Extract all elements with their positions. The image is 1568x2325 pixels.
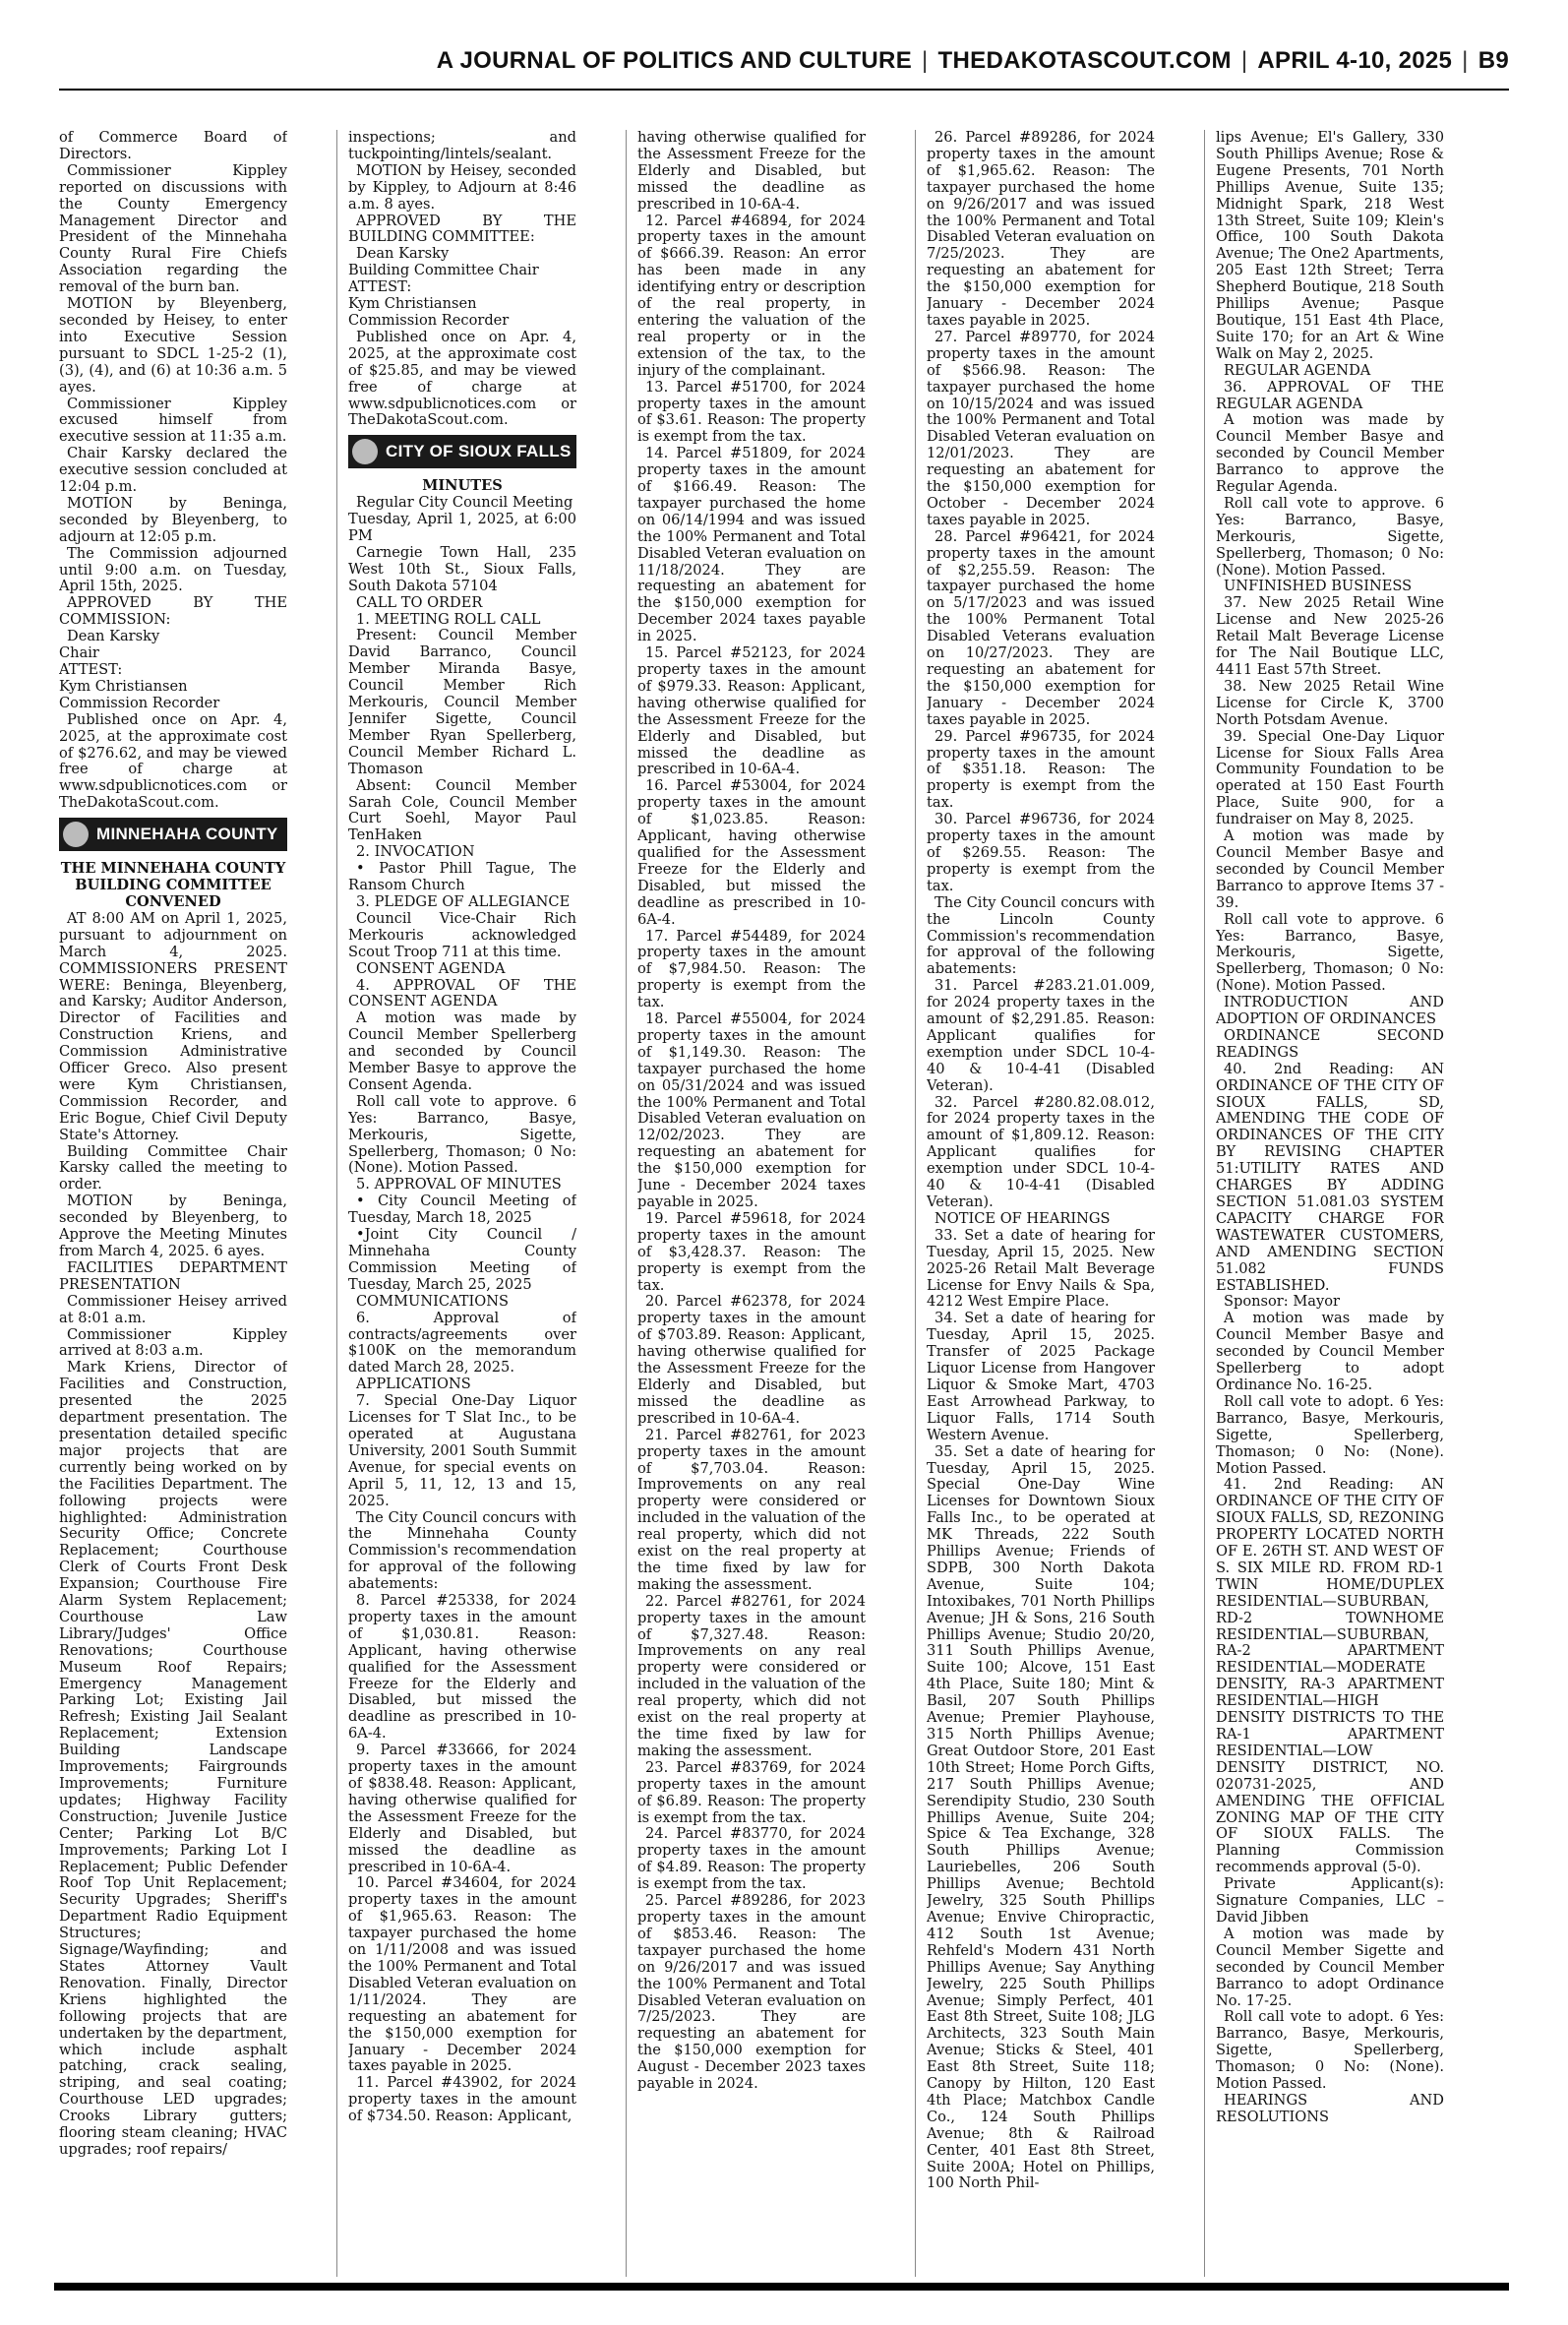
masthead-divider: | [1462,47,1469,74]
paragraph: A motion was made by Council Member Basye and seconded by Council Member Spellerberg to adopt Ordinance No. 16-25. [1216,1310,1444,1393]
notice-heading: THE MINNEHAHA COUNTY BUILDING COMMITTEE CONVENED [60,860,286,910]
paragraph: inspections; and tuckpointing/lintels/sealant. [348,130,576,162]
paragraph: 15. Parcel #52123, for 2024 property taxes in the amount of $979.33. Reason: Applicant, having otherwise qualified for the Assessment Freeze for the Elderly and Disabled, but missed the deadline as prescribed in 10-6A-4. [637,644,866,778]
column-5 [1216,130,1444,2277]
paragraph: Chair Karsky declared the executive session concluded at 12:04 p.m. [59,445,287,496]
paragraph: • Pastor Phill Tague, The Ransom Church [348,860,576,894]
paragraph: 34. Set a date of hearing for Tuesday, April 15, 2025. Transfer of 2025 Package Liquor License from Hangover Liquor & Smoke Mart, 4703 East Arrowhead Parkway, to Liquor Falls, 1714 South Western Avenue. [927,1310,1155,1443]
paragraph: 31. Parcel #283.21.01.009, for 2024 property taxes in the amount of $2,291.85. Reason: Applicant qualifies for exemption under SDCL 10-4-40 & 10-4-41 (Disabled Veteran). [927,977,1155,1094]
paragraph: 29. Parcel #96735, for 2024 property taxes in the amount of $351.18. Reason: The property is exempt from the tax. [927,727,1155,812]
paragraph: 1. MEETING ROLL CALL [356,610,541,628]
paragraph: A motion was made by Council Member Sigette and seconded by Council Member Barranco to adopt Ordinance No. 17-25. [1216,1925,1444,2009]
publication-notice: Published once on Apr. 4, 2025, at the approximate cost of $25.85, and may be viewed free of charge at www.sdpublicnotices.com or TheDakotaScout.com. [348,328,576,429]
paragraph: 7. Special One-Day Liquor Licenses for T Slat Inc., to be operated at Augustana University, 2001 South Summit Avenue, for special events on April 5, 11, 12, 13 and 15, 2025. [348,1392,576,1509]
signature-block: Dean Karsky Building Committee Chair ATTEST: Kym Christiansen Commission Recorder [348,245,539,329]
paragraph: 4. APPROVAL OF THE CONSENT AGENDA [348,976,576,1010]
paragraph: Roll call vote to adopt. 6 Yes: Barranco, Basye, Merkouris, Sigette, Spellerberg, Thomason; 0 No: (None). Motion Passed. [1216,1392,1444,1477]
paragraph: 22. Parcel #82761, for 2024 property taxes in the amount of $7,327.48. Reason: Improvements on any real property were considered or included in the valuation of the real property, which did not exist on the real property at the time fixed by law for making the assessment. [637,1592,866,1759]
paragraph: 33. Set a date of hearing for Tuesday, April 15, 2025. New 2025-26 Retail Malt Beverage License for Envy Nails & Spa, 4212 West Empire Place. [927,1226,1155,1311]
paragraph: •Joint City Council / Minnehaha County Commission Meeting of Tuesday, March 25, 2025 [348,1226,576,1293]
paragraph: COMMUNICATIONS [356,1292,509,1310]
column-4 [927,130,1155,2277]
paragraph: 27. Parcel #89770, for 2024 property taxes in the amount of $566.98. Reason: The taxpayer purchased the home on 10/15/2024 and was issued the 100% Permanent and Total Disabled Veteran evaluation on 12/01/2023. They are requesting an abatement for the $150,000 exemption for October - December 2024 taxes payable in 2025. [927,328,1155,528]
paragraph: 10. Parcel #34604, for 2024 property taxes in the amount of $1,965.63. Reason: The taxpayer purchased the home on 1/11/2008 and was issued the 100% Permanent and Total Disabled Veteran evaluation on 1/11/2024. They are requesting an abatement for the $150,000 exemption for January - December 2024 taxes payable in 2025. [348,1874,576,2075]
publication-notice: Published once on Apr. 4, 2025, at the approximate cost of $276.62, and may be viewed free of charge at www.sdpublicnotices.com or TheDakotaScout.com. [59,710,287,812]
banner-title: CITY OF SIOUX FALLS [386,441,572,460]
paragraph: 19. Parcel #59618, for 2024 property taxes in the amount of $3,428.37. Reason: The property is exempt from the tax. [637,1209,866,1294]
paragraph: 25. Parcel #89286, for 2023 property taxes in the amount of $853.46. Reason: The taxpayer purchased the home on 9/26/2017 and was issued the 100% Permanent and Total Disabled Veteran evaluation on 7/25/2023. They are requesting an abatement for the $150,000 exemption for August - December 2023 taxes payable in 2024. [637,1892,866,2093]
paragraph: CONSENT AGENDA [356,959,506,977]
masthead-divider: | [1240,47,1248,74]
paragraph: A motion was made by Council Member Basye and seconded by Council Member Barranco to approve the Regular Agenda. [1216,411,1444,496]
paragraph: The City Council concurs with the Minnehaha County Commission's recommendation for approval of the following abatements: [348,1508,576,1593]
header-rule [59,89,1509,91]
paragraph: 41. 2nd Reading: AN ORDINANCE OF THE CITY OF SIOUX FALLS, SD, REZONING PROPERTY LOCATED NORTH OF E. 26TH ST. AND WEST OF S. SIX MILE RD. FROM RD-1 TWIN HOME/DUPLEX RESIDENTIAL—SUBURBAN, RD-2 TOWNHOME RESIDENTIAL—SUBURBAN, RA-2 APARTMENT RESIDENTIAL—MODERATE DENSITY, RA-3 APARTMENT RESIDENTIAL—HIGH DENSITY DISTRICTS TO THE RA-1 APARTMENT RESIDENTIAL—LOW DENSITY DISTRICT, NO. 020731-2025, AND AMENDING THE OFFICIAL ZONING MAP OF THE CITY OF SIOUX FALLS. The Planning Commission recommends approval (5-0). [1216,1476,1444,1876]
issue-date: APRIL 4-10, 2025 [1257,47,1453,74]
paragraph: 35. Set a date of hearing for Tuesday, April 15, 2025. Special One-Day Wine Licenses for Downtown Sioux Falls Inc., to be operated at MK Threads, 222 South Phillips Avenue; Friends of SDPB, 300 North Dakota Avenue, Suite 104; Intoxibakes, 701 North Phillips Avenue; JH & Sons, 216 South Phillips Avenue; Studio 20/20, 311 South Phillips Avenue, Suite 100; Alcove, 151 East 4th Place, Suite 180; Mint & Basil, 207 South Phillips Avenue; Premier Playhouse, 315 North Phillips Avenue; Great Outdoor Store, 201 East 10th Street; Home Porch Gifts, 217 South Phillips Avenue; Serendipity Studio, 230 South Phillips Avenue, Suite 204; Spice & Tea Exchange, 328 South Phillips Avenue; Lauriebelles, 206 South Phillips Avenue; Bechtold Jewelry, 325 South Phillips Avenue; Envive Chiropractic, 412 South 1st Avenue; Rehfeld's Modern 431 North Phillips Avenue; Say Anything Jewelry, 225 South Phillips Avenue; Simply Perfect, 401 East 8th Street, Suite 108; JLG Architects, 323 South Main Avenue; Sticks & Steel, 401 East 8th Street, Suite 118; Canopy by Hilton, 120 East 4th Place; Matchbox Candle Co., 124 South Phillips Avenue; 8th & Railroad Center, 401 East 8th Street, Suite 200A; Hotel on Phillips, 100 North Phil- [927,1442,1155,2192]
paragraph: 20. Parcel #62378, for 2024 property taxes in the amount of $703.89. Reason: Applicant, having otherwise qualified for the Assessment Freeze for the Elderly and Disabled, but missed the deadline as prescribed in 10-6A-4. [637,1293,866,1427]
paragraph: Roll call vote to approve. 6 Yes: Barranco, Basye, Merkouris, Sigette, Spellerberg, Thomason; 0 No: (None). Motion Passed. [348,1092,576,1177]
paragraph: Commissioner Kippley reported on discussions with the County Emergency Management Director and President of the Minnehaha County Rural Fire Chiefs Association regarding the removal of the burn ban. [59,161,287,296]
paragraph: 40. 2nd Reading: AN ORDINANCE OF THE CITY OF SIOUX FALLS, SD, AMENDING THE CODE OF ORDINANCES OF THE CITY BY REVISING CHAPTER 51:UTILITY RATES AND CHARGES BY ADDING SECTION 51.081.03 SYSTEM CAPACITY CHARGE FOR WASTEWATER CUSTOMERS, AND AMENDING SECTION 51.082 FUNDS ESTABLISHED. [1216,1060,1444,1294]
paragraph: Building Committee Chair Karsky called the meeting to order. [59,1142,287,1193]
banner-title: MINNEHAHA COUNTY [96,824,278,843]
paragraph: Roll call vote to approve. 6 Yes: Barranco, Basye, Merkouris, Sigette, Spellerberg, Thomason; 0 No: (None). Motion Passed. [1216,494,1444,579]
paragraph: ORDINANCE SECOND READINGS [1216,1026,1444,1061]
masthead-divider: | [922,47,929,74]
column-divider [626,130,627,2277]
signature-block: Dean Karsky Chair ATTEST: Kym Christiansen Commission Recorder [59,628,220,711]
paragraph: A motion was made by Council Member Spellerberg and seconded by Council Member Basye to approve the Consent Agenda. [348,1010,576,1093]
paragraph: Commissioner Kippley arrived at 8:03 a.m. [59,1325,287,1360]
paragraph: The Commission adjourned until 9:00 a.m. on Tuesday, April 15th, 2025. [59,544,287,595]
paragraph: of Commerce Board of Directors. [59,130,287,162]
paragraph: 17. Parcel #54489, for 2024 property taxes in the amount of $7,984.50. Reason: The property is exempt from the tax. [637,927,866,1011]
page-number: B9 [1478,47,1509,74]
paragraph: MOTION by Bleyenberg, seconded by Heisey, to enter into Executive Session pursuant to SDCL 1-25-2 (1), (3), (4), and (6) at 10:36 a.m. 5 ayes. [59,295,287,396]
paragraph: 30. Parcel #96736, for 2024 property taxes in the amount of $269.55. Reason: The property is exempt from the tax. [927,811,1155,894]
paragraph: 6. Approval of contracts/agreements over $100K on the memorandum dated March 28, 2025. [348,1309,576,1377]
paragraph: 24. Parcel #83770, for 2024 property taxes in the amount of $4.89. Reason: The property is exempt from the tax. [637,1825,866,1893]
paragraph: 16. Parcel #53004, for 2024 property taxes in the amount of $1,023.85. Reason: Applicant, having otherwise qualified for the Assessment Freeze for the Elderly and Disabled, but missed the deadline as prescribed in 10-6A-4. [637,777,866,928]
paragraph: Mark Kriens, Director of Facilities and Construction, presented the 2025 department presentation. The presentation detailed specific major projects that are currently being worked on by the Facilities Department. The following projects were highlighted: Administration Security Office; Concrete Replacement; Courthouse Clerk of Courts Front Desk Expansion; Courthouse Fire Alarm System Replacement; Courthouse Law Library/Judges' Office Renovations; Courthouse Museum Roof Repairs; Emergency Management Parking Lot; Existing Jail Refresh; Existing Jail Sealant Replacement; Extension Building Landscape Improvements; Fairgrounds Improvements; Furniture updates; Highway Facility Construction; Juvenile Justice Center; Parking Lot B/C Improvements; Parking Lot I Replacement; Public Defender Roof Top Unit Replacement; Security Upgrades; Sheriff's Department Radio Equipment Structures; Signage/Wayfinding; and States Attorney Vault Renovation. Finally, Director Kriens highlighted the following projects that are undertaken by the department, which include asphalt patching, crack sealing, striping, and seal coating; Courthouse LED upgrades; Crooks Library gutters; flooring steam cleaning; HVAC upgrades; roof repairs/ [59,1359,287,2158]
paragraph: CALL TO ORDER [356,593,483,611]
paragraph: 32. Parcel #280.82.08.012, for 2024 property taxes in the amount of $1,809.12. Reason: Applicant qualifies for exemption under SDCL 10-4-40 & 10-4-41 (Disabled Veteran). [927,1093,1155,1210]
paragraph: 38. New 2025 Retail Wine License for Circle K, 3700 North Potsdam Avenue. [1216,677,1444,728]
paragraph: FACILITIES DEPARTMENT PRESENTATION [59,1258,287,1293]
notice-heading: MINUTES [422,477,503,495]
column-1 [59,130,287,2277]
paragraph: 5. APPROVAL OF MINUTES [356,1176,562,1193]
section-banner-minnehaha [59,818,287,851]
county-seal-icon [63,822,89,847]
column-3 [637,130,866,2277]
paragraph: 11. Parcel #43902, for 2024 property taxes in the amount of $734.50. Reason: Applicant, [348,2074,576,2125]
footer-rule [54,2283,1509,2291]
paragraph: 39. Special One-Day Liquor License for Sioux Falls Area Community Foundation to be operated at 150 East Fourth Place, Suite 900, for a fundraiser on May 8, 2025. [1216,727,1444,828]
paragraph: Commissioner Kippley excused himself from executive session at 11:35 a.m. [59,395,287,446]
paragraph: 36. APPROVAL OF THE REGULAR AGENDA [1216,378,1444,412]
paragraph: 26. Parcel #89286, for 2024 property taxes in the amount of $1,965.62. Reason: The taxpayer purchased the home on 9/26/2017 and was issued the 100% Permanent and Total Disabled Veteran evaluation on 7/25/2023. They are requesting an abatement for the $150,000 exemption for January - December 2024 taxes payable in 2025. [927,130,1155,329]
paragraph: Council Vice-Chair Rich Merkouris acknowledged Scout Troop 711 at this time. [348,909,576,960]
paragraph: 14. Parcel #51809, for 2024 property taxes in the amount of $166.49. Reason: The taxpayer purchased the home on 06/14/1994 and was issued the 100% Permanent and Total Disabled Veteran evaluation on 11/18/2024. They are requesting an abatement for the $150,000 exemption for December 2024 taxes payable in 2025. [637,445,866,645]
paragraph: 2. INVOCATION [356,843,475,861]
paragraph: 21. Parcel #82761, for 2023 property taxes in the amount of $7,703.04. Reason: Improvements on any real property were considered or included in the valuation of the real property, which did not exist on the real property at the time fixed by law for making the assessment. [637,1426,866,1593]
column-divider [1204,130,1205,2277]
paragraph: Sponsor: Mayor [1224,1293,1340,1311]
paragraph: 23. Parcel #83769, for 2024 property taxes in the amount of $6.89. Reason: The property is exempt from the tax. [637,1758,866,1826]
paragraph: NOTICE OF HEARINGS [935,1209,1111,1227]
paragraph: Commissioner Heisey arrived at 8:01 a.m. [59,1292,287,1326]
paragraph: 9. Parcel #33666, for 2024 property taxes in the amount of $838.48. Reason: Applicant, having otherwise qualified for the Assessment Freeze for the Elderly and Disabled, but missed the deadline as prescribed in 10-6A-4. [348,1742,576,1875]
paragraph: Regular City Council Meeting Tuesday, April 1, 2025, at 6:00 PM [348,494,576,545]
paragraph: APPLICATIONS [356,1376,471,1393]
paragraph: Present: Council Member David Barranco, Council Member Miranda Basye, Council Member Rich Merkouris, Council Member Jennifer Sigette, Council Member Ryan Spellerberg, Council Member Richard L. Thomason [348,627,576,777]
paragraph: Private Applicant(s): Signature Companies, LLC – David Jibben [1216,1875,1444,1926]
masthead [59,47,1509,87]
column-2 [348,130,576,2277]
paragraph: Roll call vote to approve. 6 Yes: Barranco, Basye, Merkouris, Sigette, Spellerberg, Thomason; 0 No: (None). Motion Passed. [1216,910,1444,995]
paragraph: INTRODUCTION AND ADOPTION OF ORDINANCES [1216,994,1444,1028]
section-banner-sioux-falls [348,435,576,468]
paragraph: APPROVED BY THE COMMISSION: [59,594,287,629]
paragraph: 12. Parcel #46894, for 2024 property taxes in the amount of $666.39. Reason: An error has been made in any identifying entry or description of the real property, in entering the valuation of the real property or in the extension of the tax, to the injury of the complainant. [637,212,866,379]
paragraph: UNFINISHED BUSINESS [1224,578,1413,595]
paragraph: HEARINGS AND RESOLUTIONS [1216,2091,1444,2125]
paragraph: 8. Parcel #25338, for 2024 property taxes in the amount of $1,030.81. Reason: Applicant, having otherwise qualified for the Assessment Freeze for the Elderly and Disabled, but missed the deadline as prescribed in 10-6A-4. [348,1592,576,1743]
paragraph: 28. Parcel #96421, for 2024 property taxes in the amount of $2,255.59. Reason: The taxpayer purchased the home on 5/17/2023 and was issued the 100% Permanent Total Disabled Veterans evaluation on 10/27/2023. They are requesting an abatement for the $150,000 exemption for January - December 2024 taxes payable in 2025. [927,527,1155,728]
paragraph: lips Avenue; El's Gallery, 330 South Phillips Avenue; Rose & Eugene Presents, 701 North Phillips Avenue, Suite 135; Midnight Spark, 218 West 13th Street, Suite 109; Klein's Office, 100 South Dakota Avenue; The One2 Apartments, 205 East 12th Street; Terra Shepherd Boutique, 218 South Phillips Avenue; Pasque Boutique, 151 East 4th Place, Suite 170; for an Art & Wine Walk on May 2, 2025. [1216,130,1444,362]
paragraph: 18. Parcel #55004, for 2024 property taxes in the amount of $1,149.30. Reason: The taxpayer purchased the home on 05/31/2024 and was issued the 100% Permanent and Total Disabled Veteran evaluation on 12/02/2023. They are requesting an abatement for the $150,000 exemption for June - December 2024 taxes payable in 2025. [637,1010,866,1210]
paragraph: Roll call vote to adopt. 6 Yes: Barranco, Basye, Merkouris, Sigette, Spellerberg, Thomason; 0 No: (None). Motion Passed. [1216,2008,1444,2093]
column-divider [336,130,337,2277]
paragraph: MOTION by Beninga, seconded by Bleyenberg, to Approve the Meeting Minutes from March 4, 2025. 6 ayes. [59,1193,287,1259]
paragraph: REGULAR AGENDA [1224,361,1371,379]
paragraph: MOTION by Heisey, seconded by Kippley, to Adjourn at 8:46 a.m. 8 ayes. [348,161,576,213]
paragraph: 37. New 2025 Retail Wine License and New 2025-26 Retail Malt Beverage License for The Nail Boutique LLC, 4411 East 57th Street. [1216,594,1444,678]
paragraph: The City Council concurs with the Lincoln County Commission's recommendation for approval of the following abatements: [927,893,1155,978]
paragraph: • City Council Meeting of Tuesday, March 18, 2025 [348,1193,576,1227]
site-link[interactable]: THEDAKOTASCOUT.COM [937,47,1232,74]
paragraph: APPROVED BY THE BUILDING COMMITTEE: [348,212,576,246]
paragraph: having otherwise qualified for the Assessment Freeze for the Elderly and Disabled, but missed the deadline as prescribed in 10-6A-4. [637,130,866,213]
paragraph: 13. Parcel #51700, for 2024 property taxes in the amount of $3.61. Reason: The property is exempt from the tax. [637,378,866,446]
column-divider [915,130,916,2277]
paragraph: 3. PLEDGE OF ALLEGIANCE [356,892,571,910]
city-seal-icon [352,439,378,464]
paragraph: Absent: Council Member Sarah Cole, Council Member Curt Soehl, Mayor Paul TenHaken [348,776,576,844]
journal-tagline: A JOURNAL OF POLITICS AND CULTURE [436,47,912,74]
paragraph: Carnegie Town Hall, 235 West 10th St., Sioux Falls, South Dakota 57104 [348,543,576,594]
paragraph: AT 8:00 AM on April 1, 2025, pursuant to adjournment on March 4, 2025. COMMISSIONERS PRESENT WERE: Beninga, Bleyenberg, and Karsky; Auditor Anderson, Director of Facilities and Construction Kriens, and Commission Administrative Officer Greco. Also present were Kym Christiansen, Commission Recorder, and Eric Bogue, Chief Civil Deputy State's Attorney. [59,909,287,1143]
paragraph: A motion was made by Council Member Basye and seconded by Council Member Barranco to approve Items 37 - 39. [1216,827,1444,911]
paragraph: MOTION by Beninga, seconded by Bleyenberg, to adjourn at 12:05 p.m. [59,494,287,545]
